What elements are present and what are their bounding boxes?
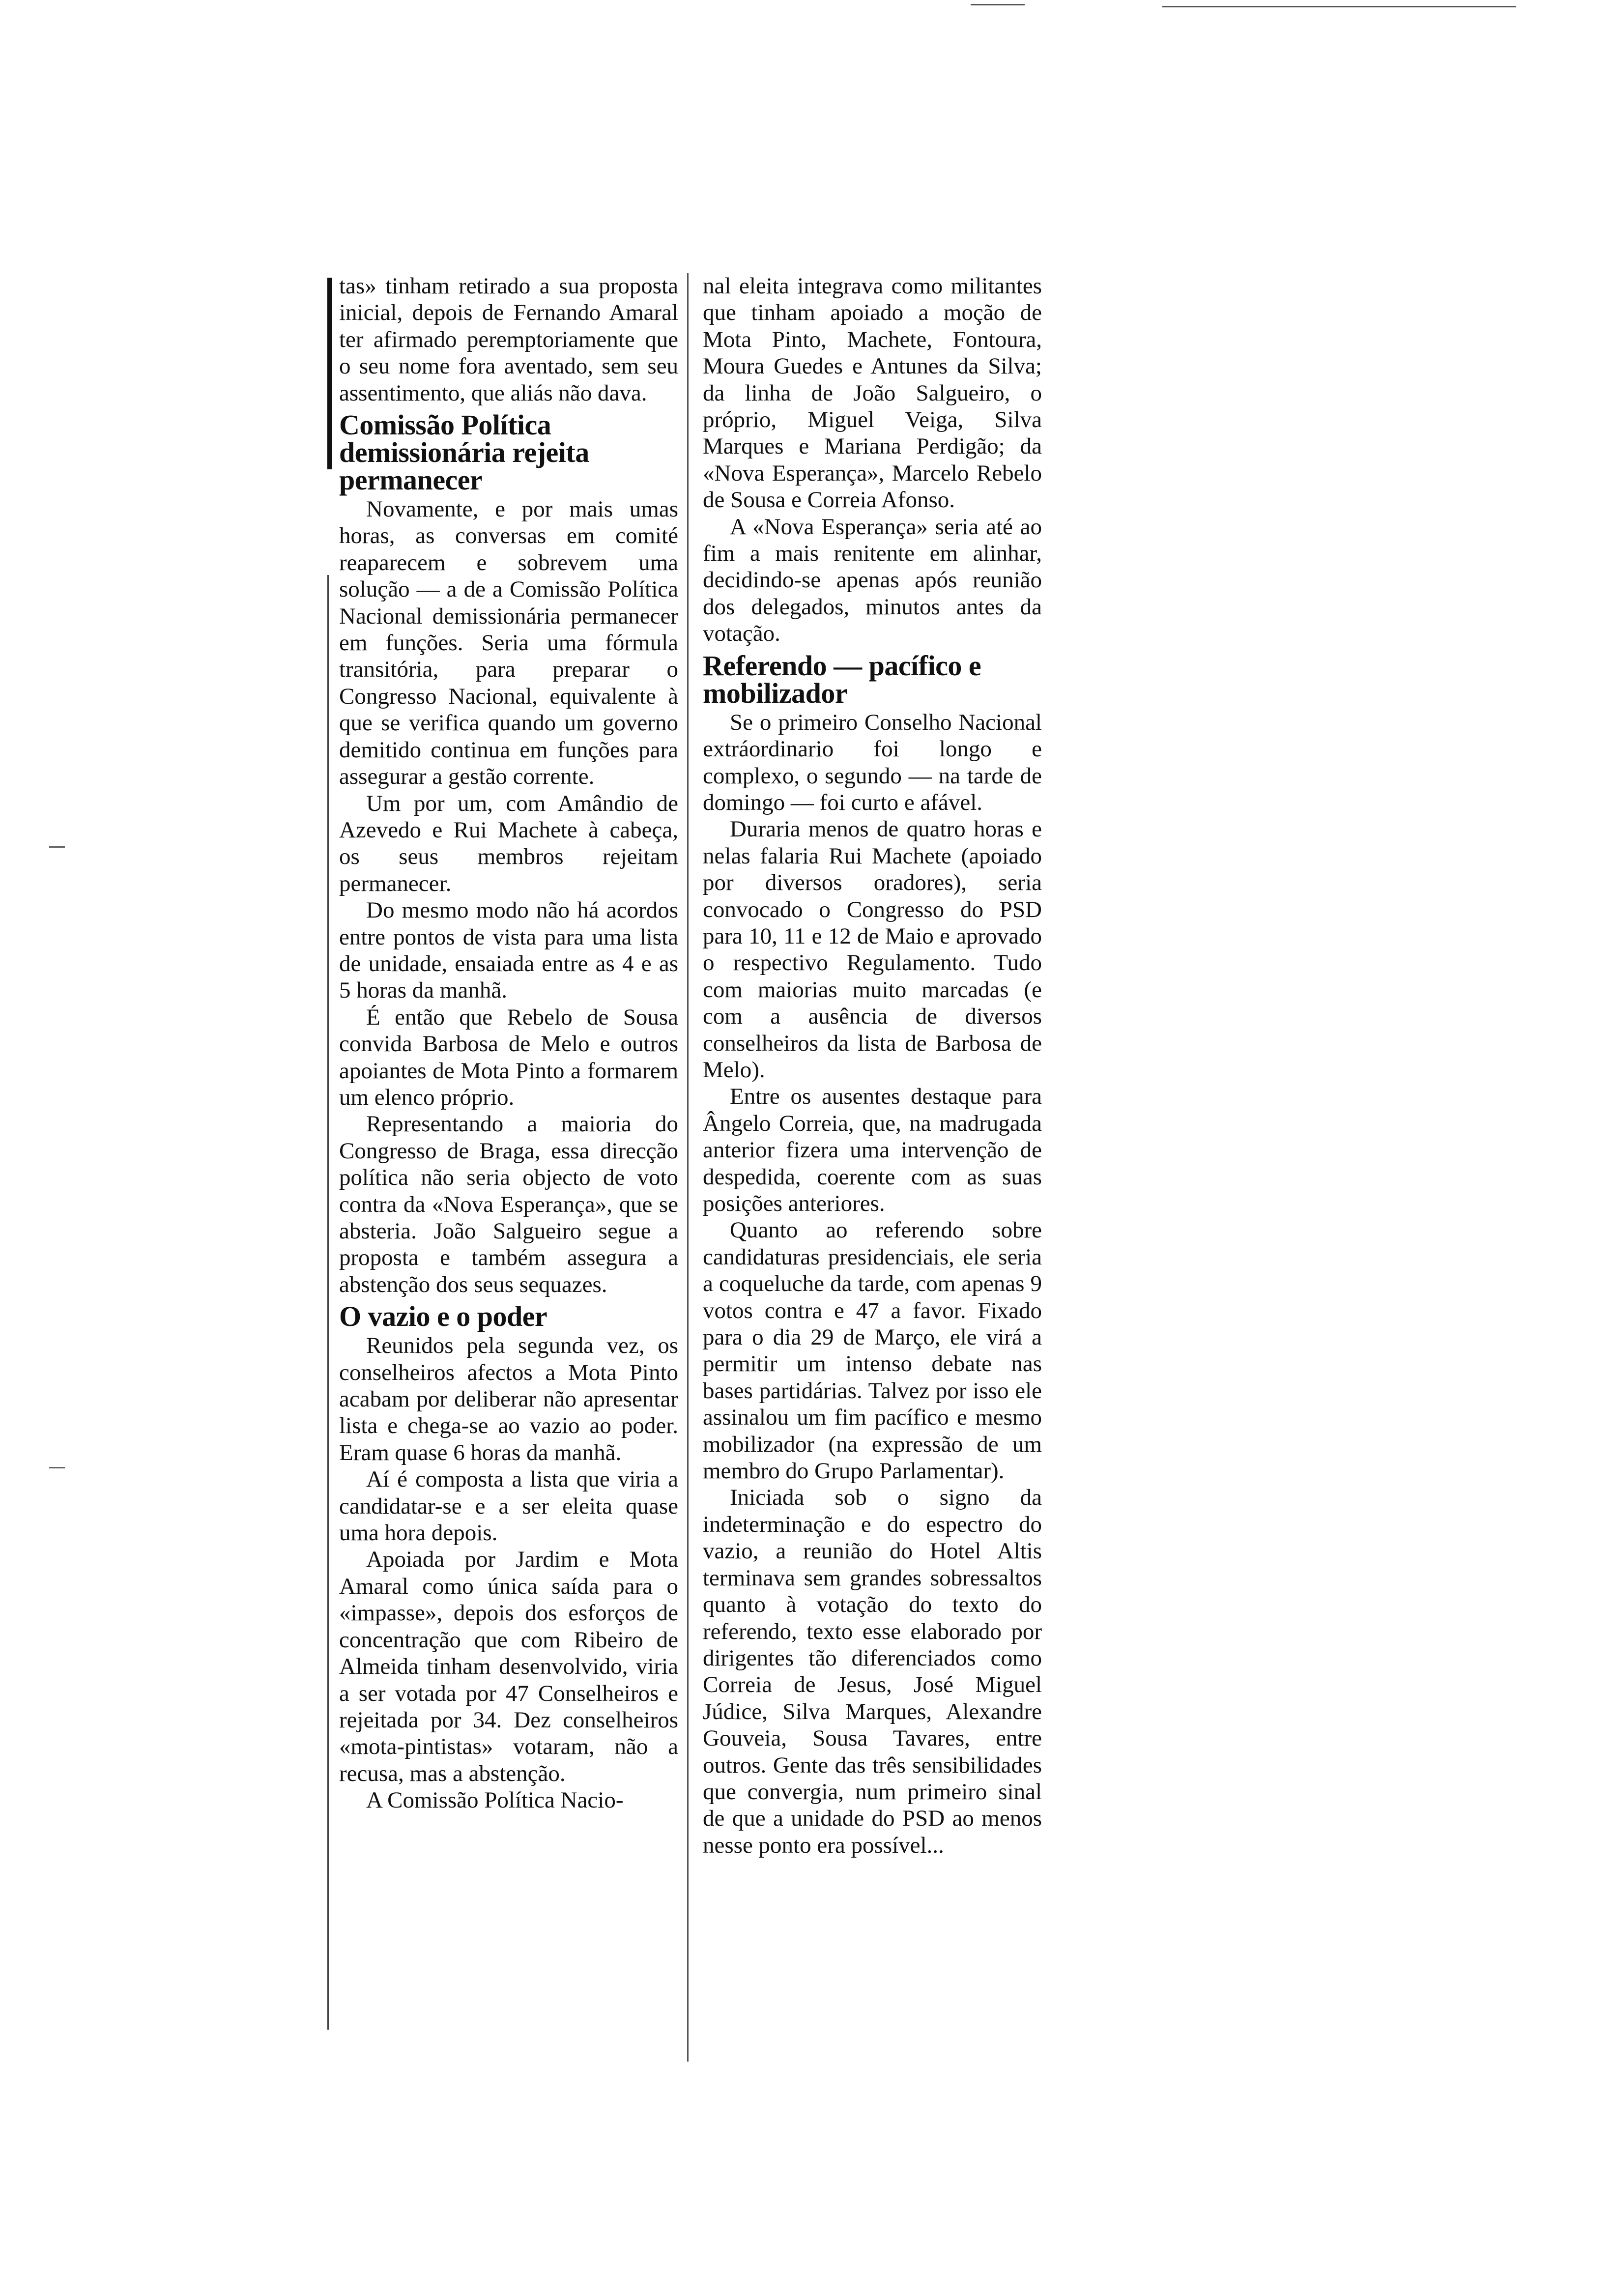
- paragraph: Apoiada por Jardim e Mota Amaral como única saída para o «impasse», depois dos esforços de concentração que com Ribeiro de Almeida tinham desenvolvido, viria a ser votada por 47 Conselheiros e rejeitada por 34. Dez conselheiros «mota-pintistas» votaram, não a recusa, mas a abstenção.: [339, 1547, 678, 1786]
- scan-mark: [1162, 6, 1516, 7]
- paragraph: Iniciada sob o signo da indeterminação e do espectro do vazio, a reunião do Hotel Altis terminava sem grandes sobressaltos quanto à votação do texto do referendo, texto esse elaborado por dirigentes tão diferenciados como Correia de Jesus, José Miguel Júdice, Silva Marques, Alexandre Gouveia, Sousa Tavares, entre outros. Gente das três sensibilidades que convergia, num primeiro sinal de que a unidade do PSD ao menos nesse ponto era possível...: [703, 1485, 1042, 1858]
- scan-mark: [971, 4, 1025, 5]
- paragraph: É então que Rebelo de Sousa convida Barbosa de Melo e outros apoiantes de Mota Pinto a formarem um elenco próprio.: [339, 1004, 678, 1110]
- margin-tick: [49, 846, 65, 848]
- paragraph: Quanto ao referendo sobre candidaturas presidenciais, ele seria a coqueluche da tarde, com apenas 9 votos contra e 47 a favor. Fixado para o dia 29 de Março, ele virá a permitir um intenso debate nas bases partidárias. Talvez por isso ele assinalou um fim pacífico e mesmo mobilizador (na expressão de um membro do Grupo Parlamentar).: [703, 1217, 1042, 1484]
- subheading: O vazio e o poder: [339, 1300, 547, 1333]
- paragraph: Duraria menos de quatro horas e nelas falaria Rui Machete (apoiado por diversos oradores), seria convocado o Congresso do PSD para 10, 11 e 12 de Maio e aprovado o respectivo Regulamento. Tudo com maiorias muito marcadas (e com a ausência de diversos conselheiros da lista de Barbosa de Melo).: [703, 816, 1042, 1083]
- article-column-left: [339, 273, 678, 1814]
- paragraph: A «Nova Esperança» seria até ao fim a mais renitente em alinhar, decidindo-se apenas após reunião dos delegados, minutos antes da votação.: [703, 514, 1042, 647]
- article-column-right: [703, 273, 1042, 1859]
- paragraph: Novamente, e por mais umas horas, as conversas em comité reaparecem e sobrevem uma solução — a de a Comissão Política Nacional demissionária permanecer em funções. Seria uma fórmula transitória, para preparar o Congresso Nacional, equivalente à que se verifica quando um governo demitido continua em funções para assegurar a gestão corrente.: [339, 496, 678, 790]
- paragraph: Aí é composta a lista que viria a candidatar-se e a ser eleita quase uma hora depois.: [339, 1466, 678, 1546]
- paragraph: Representando a maioria do Congresso de Braga, essa direcção política não seria objecto de voto contra da «Nova Esperança», que se absteria. João Salgueiro segue a proposta e também assegura a abstenção dos seus sequazes.: [339, 1111, 678, 1297]
- column-marker-bar: [327, 278, 332, 469]
- paragraph: Do mesmo modo não há acordos entre pontos de vista para uma lista de unidade, ensaiada entre as 4 e as 5 horas da manhã.: [339, 897, 678, 1004]
- column-margin-rule: [327, 575, 329, 2030]
- paragraph: nal eleita integrava como militantes que tinham apoiado a moção de Mota Pinto, Machete, Fontoura, Moura Guedes e Antunes da Silva; da linha de João Salgueiro, o próprio, Miguel Veiga, Silva Marques e Mariana Perdigão; da «Nova Esperança», Marcelo Rebelo de Sousa e Correia Afonso.: [703, 273, 1042, 513]
- paragraph: Reunidos pela segunda vez, os conselheiros afectos a Mota Pinto acabam por deliberar não apresentar lista e chega-se ao vazio ao poder. Eram quase 6 horas da manhã.: [339, 1333, 678, 1465]
- subheading: Referendo — pacífico e mobilizador: [703, 649, 981, 709]
- paragraph: A Comissão Política Nacio-: [366, 1787, 624, 1813]
- margin-tick: [49, 1467, 65, 1468]
- column-divider: [687, 273, 689, 2062]
- paragraph: tas» tinham retirado a sua proposta inicial, depois de Fernando Amaral ter afirmado peremptoriamente que o seu nome fora aventado, sem seu assentimento, que aliás não dava.: [339, 273, 678, 406]
- subheading: Comissão Política demissionária rejeita permanecer: [339, 409, 589, 496]
- paragraph: Entre os ausentes destaque para Ângelo Correia, que, na madrugada anterior fizera uma intervenção de despedida, coerente com as suas posições anteriores.: [703, 1084, 1042, 1216]
- paragraph: Se o primeiro Conselho Nacional extráordinario foi longo e complexo, o segundo — na tarde de domingo — foi curto e afável.: [703, 709, 1042, 815]
- paragraph: Um por um, com Amândio de Azevedo e Rui Machete à cabeça, os seus membros rejeitam permanecer.: [339, 790, 678, 896]
